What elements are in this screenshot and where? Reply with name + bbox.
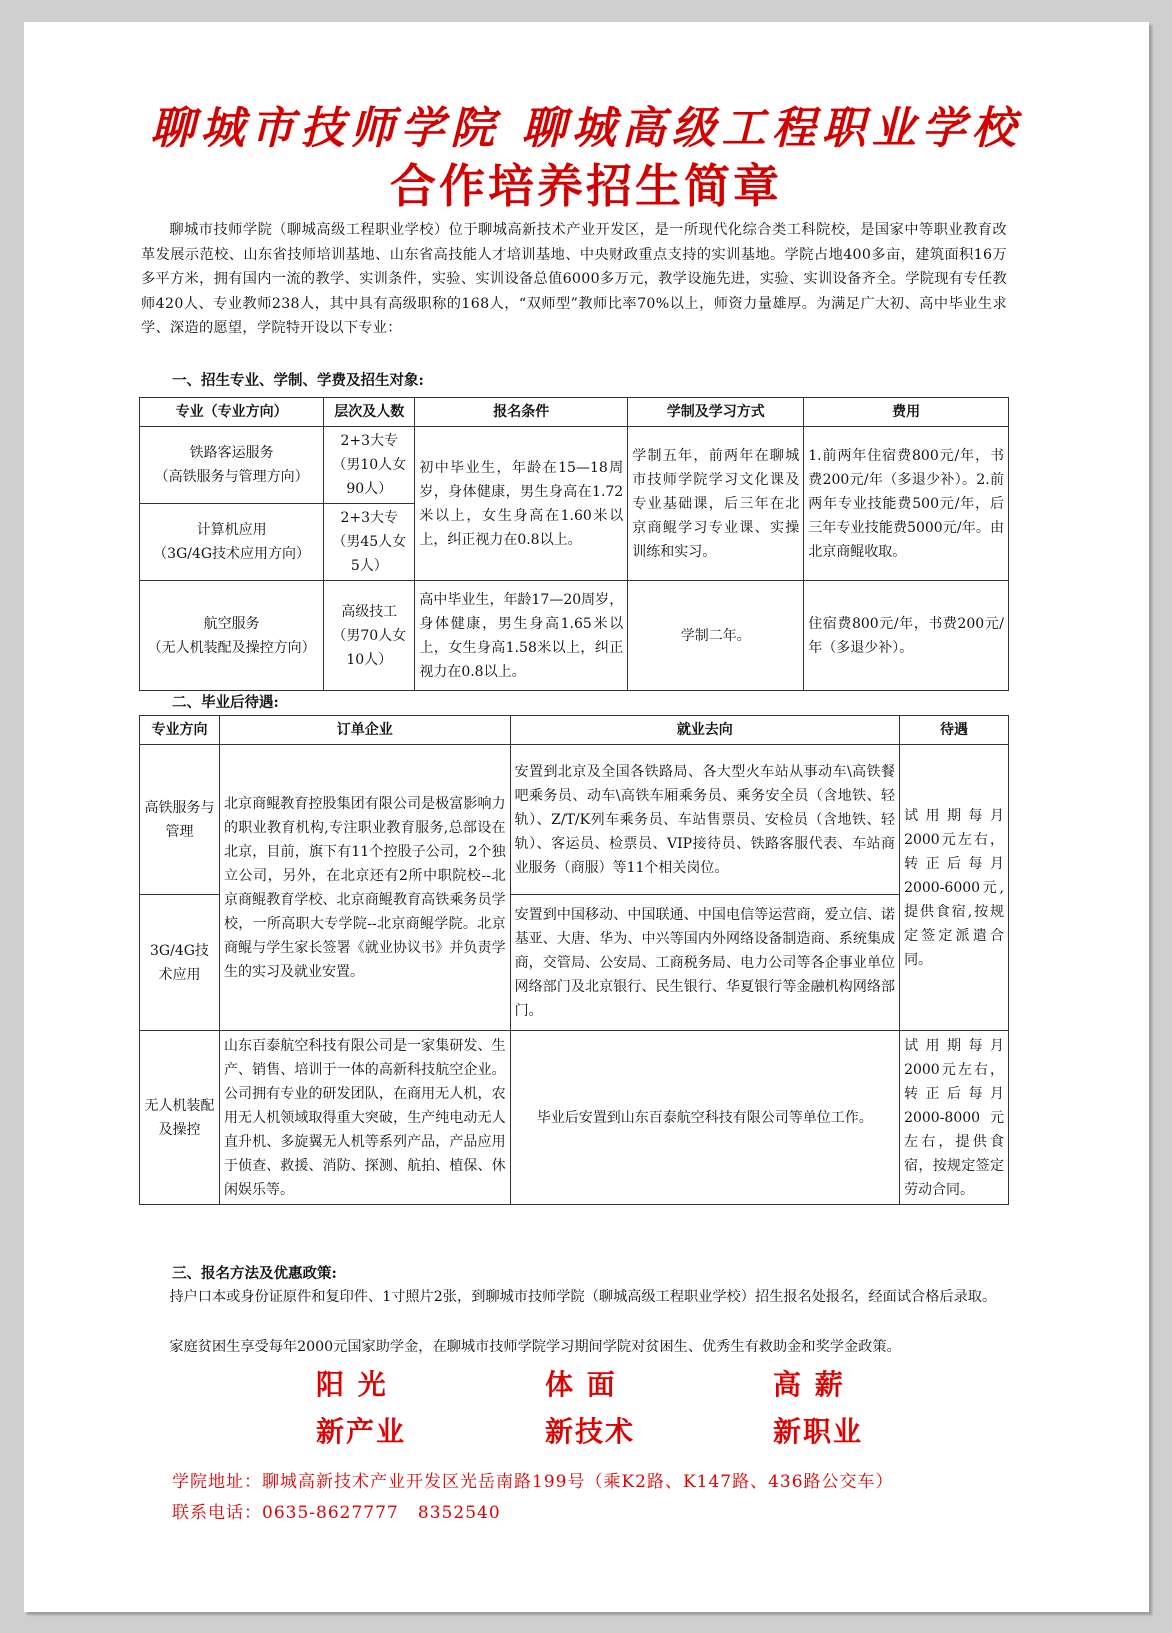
major-direction: （无人机装配及操控方向） — [147, 639, 316, 656]
brochure-title: 合作培养招生简章 — [390, 159, 782, 213]
direction-cell: 3G/4G技术应用 — [140, 895, 220, 1031]
school-title: 聊城市技师学院 聊城高级工程职业学校 — [150, 103, 1022, 154]
header-company: 订单企业 — [219, 716, 510, 745]
conditions-cell: 初中毕业生，年龄在15—18周岁，身体健康，男生身高在1.72米以上，女生身高在1.60米以上，纠正视力在0.8以上。 — [415, 427, 628, 581]
section2-heading: 二、毕业后待遇: — [172, 694, 279, 711]
enroll-count: （男10人女90人） — [332, 457, 407, 497]
company-cell: 山东百泰航空科技有限公司是一家集研发、生产、销售、培训于一体的高新科技航空企业。公司拥有专业的研发团队，在商用无人机，农用无人机领域取得重大突破，生产纯电动无人直升机、多旋翼无人机等系列产品，产品应用于侦查、救援、消防、探测、航拍、植保、休闲娱乐等。 — [219, 1031, 510, 1205]
enroll-count: （男70人女10人） — [332, 627, 407, 668]
enroll-count: （男45人女5人） — [332, 534, 407, 574]
header-study: 学制及学习方式 — [628, 398, 804, 427]
major-cell — [140, 427, 324, 504]
employment-table — [139, 715, 1009, 1205]
slogan-salary: 高 薪 — [773, 1368, 845, 1401]
study-cell: 学制五年，前两年在聊城市技师学院学习文化课及专业基础课，后三年在北京商鲲学习专业课、实操训练和实习。 — [628, 427, 804, 581]
major-name: 航空服务 — [203, 615, 260, 632]
contact-phone: 联系电话：0635-8627777 8352540 — [172, 1503, 501, 1523]
jobs-cell: 毕业后安置到山东百泰航空科技有限公司等单位工作。 — [510, 1031, 899, 1205]
major-direction: （高铁服务与管理方向） — [154, 469, 309, 485]
direction-cell: 高铁服务与管理 — [140, 745, 220, 895]
major-direction: （3G/4G技术应用方向） — [153, 546, 311, 562]
header-fee: 费用 — [804, 398, 1009, 427]
fee-cell: 1.前两年住宿费800元/年，书费200元/年（多退少补）。2.前两年专业技能费500元/年，后三年专业技能费5000元/年。由北京商鲲收取。 — [804, 427, 1009, 581]
header-pay: 待遇 — [900, 716, 1009, 745]
level-cell — [324, 504, 415, 581]
slogan-dignity: 体 面 — [545, 1368, 617, 1401]
level-name: 高级技工 — [341, 603, 398, 620]
conditions-cell: 高中毕业生，年龄17—20周岁，身体健康，男生身高1.65米以上，女生身高1.58米以上，纠正视力在0.8以上。 — [415, 581, 628, 691]
header-direction: 专业方向 — [140, 716, 220, 745]
level-cell — [324, 427, 415, 504]
level-name: 2+3大专 — [340, 433, 399, 449]
major-cell — [140, 581, 324, 691]
school-address: 学院地址：聊城高新技术产业开发区光岳南路199号（乘K2路、K147路、436路公交车） — [172, 1472, 894, 1492]
pay-cell: 试用期每月2000元左右，转正后每月2000-6000元,提供食宿,按规定签定派遣合同。 — [900, 745, 1009, 1031]
header-major: 专业（专业方向） — [140, 398, 324, 427]
jobs-cell: 安置到中国移动、中国联通、中国电信等运营商，爱立信、诺基亚、大唐、华为、中兴等国内外网络设备制造商、系统集成商，交管局、公安局、工商税务局、电力公司等各企事业单位网络部门及北京银行、民生银行、华夏银行等金融机构网络部门。 — [510, 895, 899, 1031]
direction-cell: 无人机装配及操控 — [140, 1031, 220, 1205]
enrollment-table — [139, 397, 1009, 691]
table-row — [140, 581, 1009, 691]
slogan-new-technology: 新技术 — [545, 1415, 636, 1448]
registration-paragraph: 持户口本或身份证原件和复印件、1寸照片2张，到聊城市技师学院（聊城高级工程职业学校）招生报名处报名，经面试合格后录取。 — [169, 1289, 997, 1305]
fee-cell: 住宿费800元/年，书费200元/年（多退少补）。 — [804, 581, 1009, 691]
slogan-new-industry: 新产业 — [316, 1415, 407, 1448]
intro-paragraph: 聊城市技师学院（聊城高级工程职业学校）位于聊城高新技术产业开发区，是一所现代化综合类工科院校，是国家中等职业教育改革发展示范校、山东省技师培训基地、山东省高技能人才培训基地、中央财政重点支持的实训基地。学院占地400多亩，建筑面积16万多平方米，拥有国内一流的教学、实训条件，实验、实训设备总值6000多万元，教学设施先进，实验、实训设备齐全。学院现有专任教师420人、专业教师238人，其中具有高级职称的168人，“双师型”教师比率70%以上，师资力量雄厚。为满足广大初、高中毕业生求学、深造的愿望，学院特开设以下专业： — [141, 222, 1007, 336]
slogan-sunshine: 阳 光 — [316, 1368, 388, 1401]
header-level: 层次及人数 — [324, 398, 415, 427]
section1-heading: 一、招生专业、学制、学费及招生对象: — [172, 372, 424, 389]
table-row — [140, 1031, 1009, 1205]
header-conditions: 报名条件 — [415, 398, 628, 427]
major-name: 计算机应用 — [196, 522, 267, 538]
section3-heading: 三、报名方法及优惠政策: — [172, 1265, 337, 1282]
level-cell — [324, 581, 415, 691]
policy-paragraph: 家庭贫困生享受每年2000元国家助学金，在聊城市技师学院学习期间学院对贫困生、优秀生有救助金和奖学金政策。 — [169, 1339, 901, 1355]
level-name: 2+3大专 — [340, 510, 399, 526]
company-cell: 北京商鲲教育控股集团有限公司是极富影响力的职业教育机构,专注职业教育服务,总部设在北京，目前，旗下有11个控股子公司，2个独立公司，另外，在北京还有2所中职院校--北京商鲲教育学校、北京商鲲教育高铁乘务员学校，一所高职大专学院--北京商鲲学院。北京商鲲与学生家长签署《就业协议书》并负责学生的实习及就业安置。 — [219, 745, 510, 1031]
header-jobs: 就业去向 — [510, 716, 899, 745]
table-row — [140, 427, 1009, 504]
major-cell — [140, 504, 324, 581]
study-cell: 学制二年。 — [628, 581, 804, 691]
jobs-cell: 安置到北京及全国各铁路局、各大型火车站从事动车\高铁餐吧乘务员、动车\高铁车厢乘务员、乘务安全员（含地铁、轻轨）、Z/T/K列车乘务员、车站售票员、安检员（含地铁、轻轨）、客运员、检票员、VIP接待员、铁路客服代表、车站商业服务（商服）等11个相关岗位。 — [510, 745, 899, 895]
slogan-new-career: 新职业 — [773, 1415, 864, 1448]
major-name: 铁路客运服务 — [189, 445, 274, 461]
pay-cell: 试用期每月2000元左右，转正后每月2000-8000元左右，提供食宿，按规定签定劳动合同。 — [900, 1031, 1009, 1205]
table-row — [140, 745, 1009, 895]
